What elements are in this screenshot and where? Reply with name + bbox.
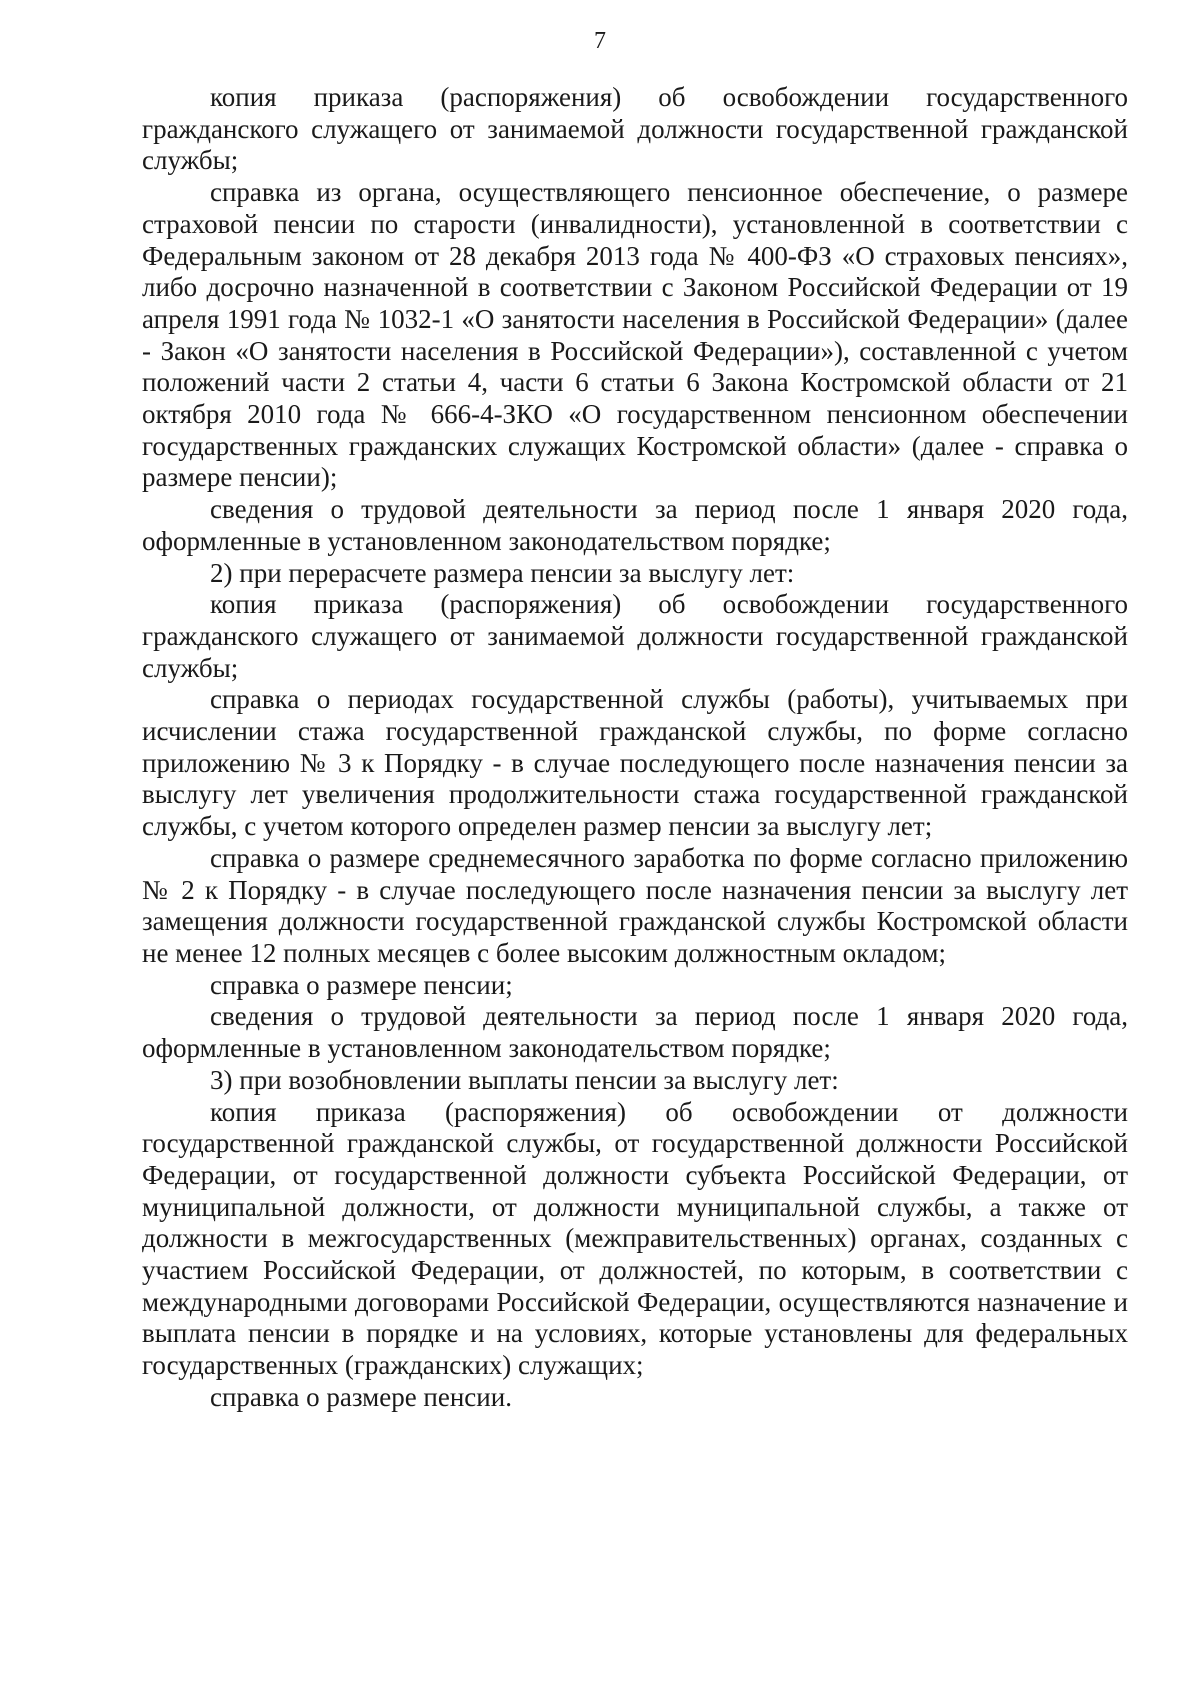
paragraph-pension-size-certificate-2: справка о размере пенсии. <box>210 1381 512 1412</box>
document-body <box>142 82 1128 1414</box>
paragraph-order-copy-2: копия приказа (распоряжения) об освобождении государственного гражданского служащего от занимаемой должности государственной гражданской службы; <box>142 589 1128 683</box>
paragraph-pension-size-certificate-1: справка о размере пенсии; <box>210 969 513 1000</box>
paragraph-recalculation-heading: 2) при перерасчете размера пенсии за выслугу лет: <box>210 557 795 588</box>
page-number: 7 <box>594 28 606 54</box>
paragraph-service-periods-certificate: справка о периодах государственной службы (работы), учитываемых при исчислении стажа государственной гражданской службы, по форме согласно приложению № 3 к Порядку - в случае последующего после назначения пенсии за выслугу лет увеличения продолжительности стажа государственной гражданской службы, с учетом которого определен размер пенсии за выслугу лет; <box>142 684 1128 842</box>
paragraph-resumption-heading: 3) при возобновлении выплаты пенсии за выслугу лет: <box>210 1064 839 1095</box>
paragraph-work-records-1: сведения о трудовой деятельности за период после 1 января 2020 года, оформленные в установленном законодательством порядке; <box>142 494 1128 556</box>
paragraph-order-copy-1: копия приказа (распоряжения) об освобождении государственного гражданского служащего от занимаемой должности государственной гражданской службы; <box>142 82 1128 176</box>
paragraph-order-copy-3: копия приказа (распоряжения) об освобождении от должности государственной гражданской службы, от государственной должности Российской Федерации, от государственной должности субъекта Российской Федерации, от муниципальной должности, от должности муниципальной службы, а также от должности в межгосударственных (межправительственных) органах, созданных с участием Российской Федерации, от должностей, по которым, в соответствии с международными договорами Российской Федерации, осуществляются назначение и выплата пенсии в порядке и на условиях, которые установлены для федеральных государственных (гражданских) служащих; <box>142 1096 1128 1381</box>
paragraph-work-records-2: сведения о трудовой деятельности за период после 1 января 2020 года, оформленные в установленном законодательством порядке; <box>142 1001 1128 1064</box>
paragraph-pension-certificate: справка из органа, осуществляющего пенсионное обеспечение, о размере страховой пенсии по старости (инвалидности), установленной в соответствии с Федеральным законом от 28 декабря 2013 года № 400-ФЗ «О страховых пенсиях», либо досрочно назначенной в соответствии с Законом Российской Федерации от 19 апреля 1991 года № 1032-1 «О занятости населения в Российской Федерации» (далее - Закон «О занятости населения в Российской Федерации»), составленной с учетом положений части 2 статьи 4, части 6 статьи 6 Закона Костромской области от 21 октября 2010 года № 666-4-ЗКО «О государственном пенсионном обеспечении государственных гражданских служащих Костромской области» (далее - справка о размере пенсии); <box>142 177 1128 493</box>
paragraph-average-earnings-certificate: справка о размере среднемесячного заработка по форме согласно приложению № 2 к Порядку - в случае последующего после назначения пенсии за выслугу лет замещения должности государственной гражданской службы Костромской области не менее 12 полных месяцев с более высоким должностным окладом; <box>142 842 1128 968</box>
